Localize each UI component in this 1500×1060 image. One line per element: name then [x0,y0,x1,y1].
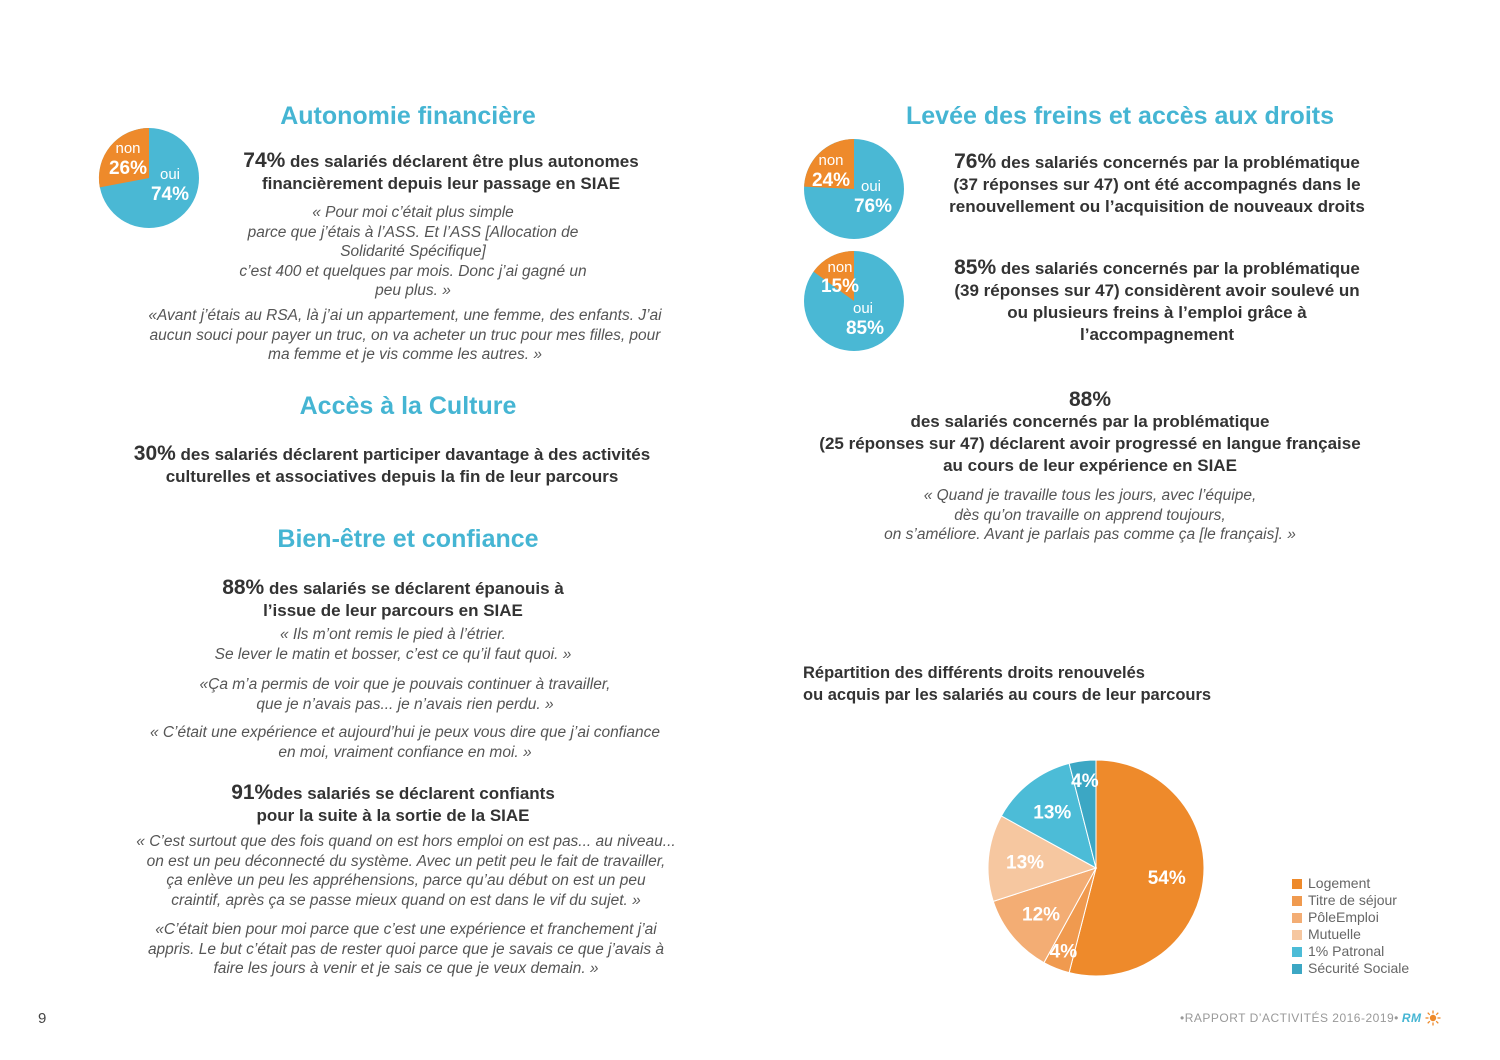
autonomie-quote-2: «Avant j’étais au RSA, là j’ai un appartement, une femme, des enfants. J’ai aucun souci pour payer un truc, on va acheter un truc pour mes filles, pour ma femme et je vis comme les autres. » [148,307,662,363]
autonomie-quote-1: « Pour moi c’était plus simple parce que j’étais à l’ASS. Et l’ASS [Allocation de Solidarité Spécifique] c’est 400 et quelques par mois. Donc j’ai gagné un peu plus. » [239,204,587,299]
bienetre-quote-3: « C’était une expérience et aujourd’hui je peux vous dire que j’ai confiance en moi, vraiment confiance en moi. » [149,724,661,761]
culture-stat-pct: 30% [133,442,176,465]
autonomie-pie-non-label: non [115,140,141,157]
pie-slice-label-3: 13% [1006,852,1045,874]
autonomie-stat-line2: financièrement depuis leur passage en SIAE [261,174,621,193]
bienetre-title: Bien-être et confiance [277,525,539,553]
bienetre-stat-2 [160,782,626,827]
freins-quote: « Quand je travaille tous les jours, avec l’équipe, dès qu’on travaille on apprend toujours, on s’améliore. Avant je parlais pas comme ça [le français]. » [884,487,1296,543]
pie-slice-label-5: 4% [1071,771,1099,793]
bienetre-quote-1: « Ils m’ont remis le pied à l’étrier. Se lever le matin et bosser, c’est ce qu’il faut quoi. » [214,626,572,663]
freins-stat-3 [790,389,1390,477]
culture-stat [90,443,694,488]
freins-stat-2-line1: des salariés concernés par la problématique [996,259,1360,278]
autonomie-pie-oui-label: oui [159,166,181,183]
autonomie-pie-oui-value: 74% [150,184,190,205]
freins-stat-3-line3: au cours de leur expérience en SIAE [943,456,1237,475]
freins-stat-1-line2: (37 réponses sur 47) ont été accompagnés dans le [953,175,1361,194]
freins-pie-2-oui-value: 85% [845,318,885,339]
legend-label-3: Mutuelle [1308,926,1361,942]
bienetre-stat-2-pct: 91% [231,781,274,804]
footer-text: •RAPPORT D’ACTIVITÉS 2016-2019• [1180,1011,1399,1025]
bienetre-quote-4: « C’est surtout que des fois quand on est hors emploi on est pas... au niveau... on est un peu déconnecté du système. Avec un petit peu le fait de travailler, ça enlève un peu les appréhensions, parce qu’au début on est un peu craintif, après ça se passe mieux quand on est dans le vif du sujet. » [136,833,676,909]
autonomie-title: Autonomie financière [280,102,536,130]
footer [1180,1010,1441,1026]
bienetre-stat-1-line1: des salariés se déclarent épanouis à [264,579,564,598]
culture-title: Accès à la Culture [299,392,517,420]
bienetre-quote-2: «Ça m’a permis de voir que je pouvais continuer à travailler, que je n’avais pas... je n’avais rien perdu. » [199,676,611,713]
pie-slice-label-4: 13% [1033,802,1072,824]
legend-swatch-0 [1292,879,1302,889]
bienetre-stat-1-line2: l’issue de leur parcours en SIAE [263,601,523,620]
autonomie-stat-pct: 74% [243,149,286,172]
bienetre-stat-1-pct: 88% [222,576,265,599]
freins-stat-1-pct: 76% [954,150,997,173]
legend-item-3 [1292,926,1409,943]
freins-pie-2 [803,250,905,352]
freins-stat-1-line3: renouvellement ou l’acquisition de nouveaux droits [949,197,1365,216]
pie-slice-label-1: 4% [1049,941,1078,963]
bienetre-stat-2-line2: pour la suite à la sortie de la SIAE [256,806,530,825]
legend-label-1: Titre de séjour [1308,892,1397,908]
freins-pie-2-oui-label: oui [852,300,874,317]
freins-stat-2-pct: 85% [954,256,997,279]
legend-item-5 [1292,960,1409,977]
culture-stat-line1: des salariés déclarent participer davantage à des activités [175,445,651,464]
legend-label-5: Sécurité Sociale [1308,960,1410,976]
autonomie-stat [200,150,682,195]
bienetre-stat-2-line1: des salariés se déclarent confiants [273,784,555,803]
freins-stat-1 [910,151,1404,218]
droits-legend [1292,875,1409,977]
freins-stat-3-line1: des salariés concernés par la problématique [910,412,1270,431]
pie-slice-label-0: 54% [1147,867,1186,889]
freins-stat-3-line2: (25 réponses sur 47) déclarent avoir progressé en langue française [819,434,1361,453]
page-number: 9 [38,1010,47,1027]
freins-stat-2 [910,257,1404,346]
legend-swatch-5 [1292,964,1302,974]
legend-swatch-2 [1292,913,1302,923]
freins-pie-1-oui-value: 76% [853,196,893,217]
legend-label-4: 1% Patronal [1308,943,1385,959]
freins-title: Levée des freins et accès aux droits [906,102,1334,130]
culture-stat-line2: culturelles et associatives depuis la fin de leur parcours [165,467,619,486]
bienetre-stat-1 [160,577,626,622]
freins-stat-2-line4: l’accompagnement [1080,325,1234,344]
droits-pie-chart [985,757,1207,979]
freins-stat-2-line2: (39 réponses sur 47) considèrent avoir soulevé un [954,281,1360,300]
freins-pie-2-non-value: 15% [820,276,860,297]
freins-pie-1-oui-label: oui [860,178,882,195]
legend-swatch-4 [1292,947,1302,957]
legend-item-4 [1292,943,1409,960]
legend-swatch-3 [1292,930,1302,940]
autonomie-pie [98,127,200,229]
pie-slice-label-2: 12% [1022,904,1061,926]
autonomie-pie-non-value: 26% [108,158,148,179]
footer-logo: RM [1401,1011,1422,1025]
freins-pie-2-non-label: non [827,259,853,276]
freins-stat-1-line1: des salariés concernés par la problématique [996,153,1360,172]
freins-stat-2-line3: ou plusieurs freins à l’emploi grâce à [1007,303,1307,322]
autonomie-stat-line1: des salariés déclarent être plus autonomes [285,152,639,171]
freins-pie-1 [803,138,905,240]
droits-chart-title: Répartition des différents droits renouvelés ou acquis par les salariés au cours de leur parcours [803,664,1212,704]
freins-pie-1-non-label: non [818,152,844,169]
legend-item-1 [1292,892,1409,909]
legend-label-0: Logement [1308,875,1371,891]
legend-label-2: PôleEmploi [1308,909,1379,925]
sun-logo-icon [1425,1010,1441,1026]
legend-item-0 [1292,875,1409,892]
legend-item-2 [1292,909,1409,926]
legend-swatch-1 [1292,896,1302,906]
bienetre-quote-5: «C’était bien pour moi parce que c’est une expérience et franchement j’ai appris. Le but c’était pas de rester quoi parce que je savais ce que j’avais à faire les jours à venir et je sais ce que je veux demain. » [147,921,665,977]
freins-stat-3-pct: 88% [1068,388,1112,411]
freins-pie-1-non-value: 24% [811,170,851,191]
